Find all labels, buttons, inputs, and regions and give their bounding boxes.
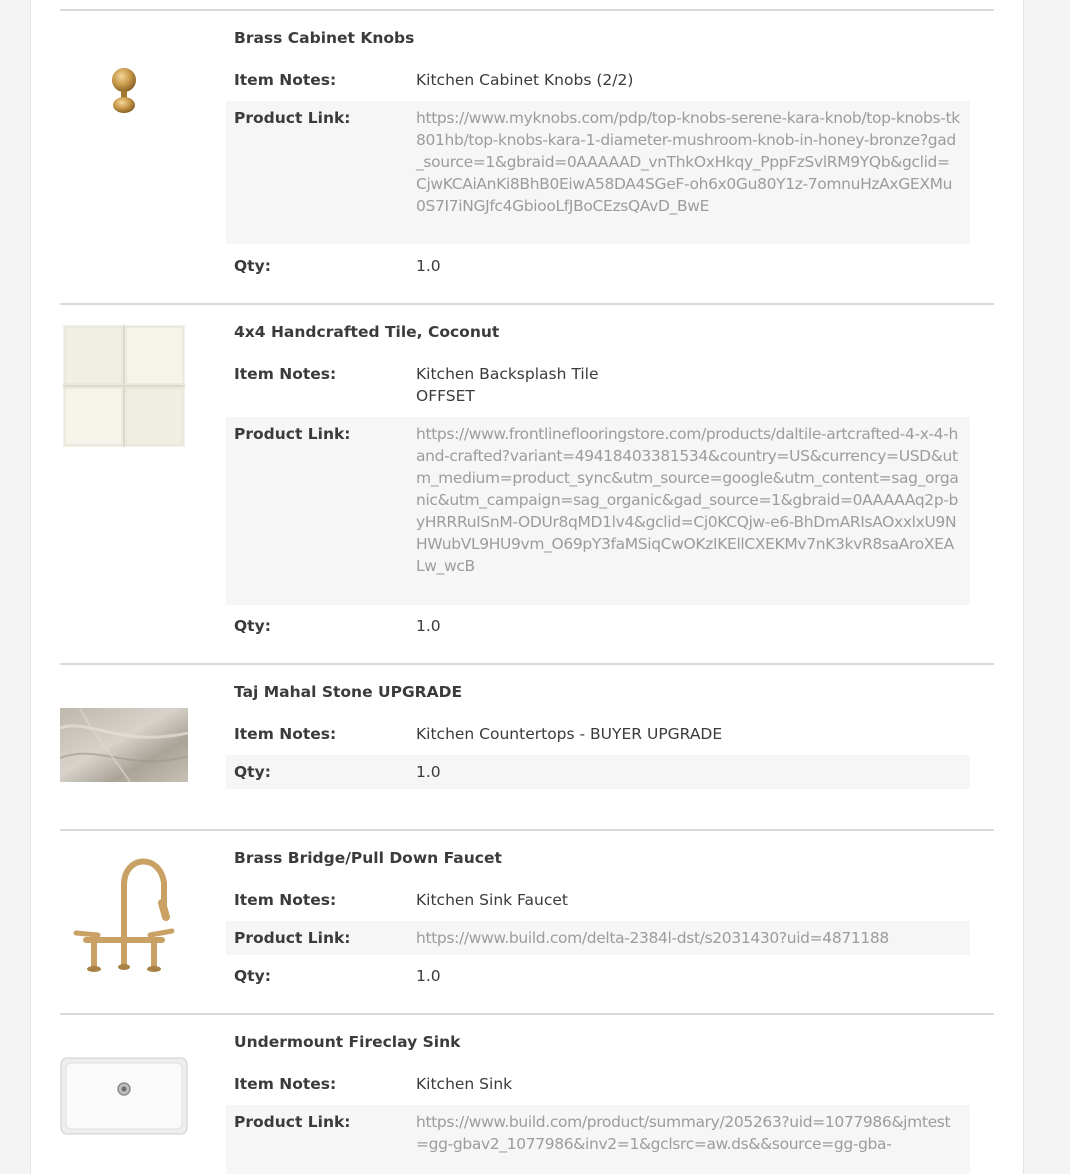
qty-row [226,249,970,283]
selections-page [30,0,1024,1174]
product-link-row [226,101,970,244]
item-notes-row [226,63,970,97]
item-notes-label: Item Notes: [234,891,337,909]
qty-row [226,959,970,993]
qty-label: Qty: [234,763,271,781]
product-link[interactable]: https://www.frontlineflooringstore.com/products/daltile-artcrafted-4-x-4-hand-crafted?variant=49418403381534&country=US&currency=USD&utm_medium=product_sync&utm_source=google&utm_content=sag_organic&utm_campaign=sag_organic&gad_source=1&gbraid=0AAAAAq2p-byHRRRuISnM-ODUr8qMD1lv4&gclid=Cj0KCQjw-e6-BhDmARIsAOxxlxU9NHWubVL9HU9vm_O69pY3faMSiqCwOKzIKEllCXEKMv7nK3kvR8saAroXEALw_wcB [416,425,959,575]
taj-mahal-stone-image [60,708,188,782]
product-link[interactable]: https://www.build.com/product/summary/205263?uid=1077986&jmtest=gg-gbav2_1077986&inv2=1&gclsrc=aw.ds&&source=gg-gba- [416,1113,951,1153]
item-title: Brass Bridge/Pull Down Faucet [234,849,502,867]
coconut-tile-image [63,325,185,447]
product-link-row [226,921,970,955]
selection-item-brass-cabinet-knobs [60,9,994,303]
qty-label: Qty: [234,617,271,635]
item-notes-value: Kitchen Sink [416,1075,513,1093]
qty-value: 1.0 [416,617,441,635]
item-notes-label: Item Notes: [234,365,337,383]
brass-faucet-image [68,845,180,977]
product-link[interactable]: https://www.myknobs.com/pdp/top-knobs-serene-kara-knob/top-knobs-tk801hb/top-knobs-kara-1-diameter-mushroom-knob-in-honey-bronze?gad_source=1&gbraid=0AAAAAD_vnThkOxHkqy_PppFzSvlRM9YQb&gclid=CjwKCAiAnKi8BhB0EiwA58DA4SGeF-oh6x0Gu80Y1z-7omnuHzAxGEXMu0S7I7iNGJfc4GbiooLfJBoCEzsQAvD_BwE [416,109,960,215]
item-title: 4x4 Handcrafted Tile, Coconut [234,323,500,341]
item-notes-label: Item Notes: [234,1075,337,1093]
qty-value: 1.0 [416,763,441,781]
brass-knob-image [110,67,138,115]
fireclay-sink-image [60,1057,188,1135]
item-title: Brass Cabinet Knobs [234,29,415,47]
selection-item-fireclay-sink [60,1013,994,1174]
item-notes-value: Kitchen Sink Faucet [416,891,569,909]
product-link-label: Product Link: [234,109,351,127]
qty-row [226,609,970,643]
item-notes-row [226,1067,970,1101]
item-notes-value: Kitchen Cabinet Knobs (2/2) [416,71,634,89]
product-link[interactable]: https://www.build.com/delta-2384l-dst/s2031430?uid=4871188 [416,929,889,947]
item-notes-row [226,883,970,917]
item-notes-value: Kitchen Backsplash Tile OFFSET [416,365,599,405]
item-notes-row [226,357,970,415]
qty-label: Qty: [234,967,271,985]
product-link-label: Product Link: [234,929,351,947]
item-notes-value: Kitchen Countertops - BUYER UPGRADE [416,725,723,743]
selection-item-brass-faucet [60,829,994,1014]
selection-item-coconut-tile [60,303,994,663]
item-notes-label: Item Notes: [234,725,337,743]
qty-value: 1.0 [416,257,441,275]
item-title: Undermount Fireclay Sink [234,1033,461,1051]
product-link-row [226,1105,970,1174]
item-notes-row [226,717,970,751]
item-title: Taj Mahal Stone UPGRADE [234,683,463,701]
selection-item-taj-mahal-stone [60,663,994,829]
product-link-row [226,417,970,605]
qty-row [226,755,970,789]
product-link-label: Product Link: [234,1113,351,1131]
product-link-label: Product Link: [234,425,351,443]
item-notes-label: Item Notes: [234,71,337,89]
qty-value: 1.0 [416,967,441,985]
qty-label: Qty: [234,257,271,275]
